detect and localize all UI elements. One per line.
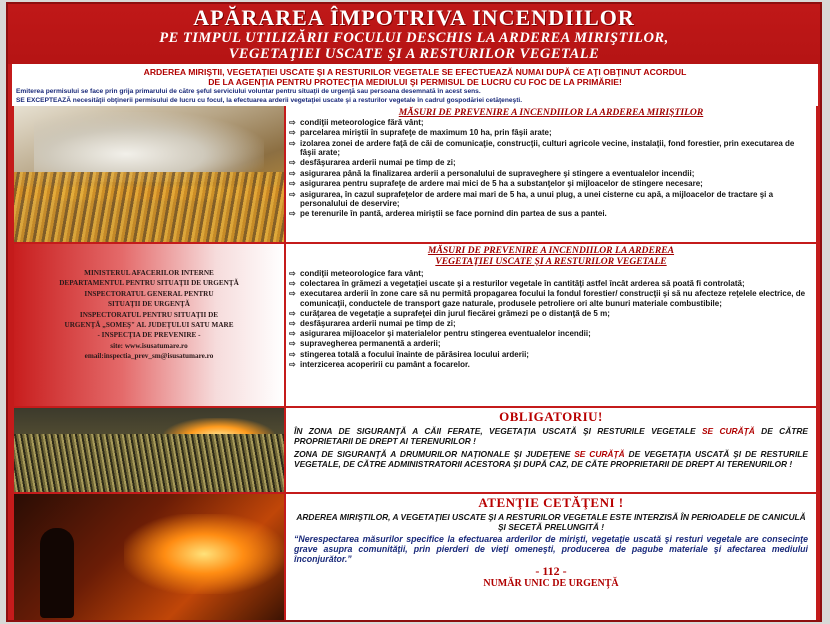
ministry-line: INSPECTORATUL PENTRU SITUAŢII DE	[79, 310, 219, 319]
fire-glow-graphic	[124, 514, 284, 594]
arrow-icon: ⇨	[289, 319, 296, 329]
emergency-number-label: NUMĂR UNIC DE URGENŢĂ	[483, 578, 619, 590]
intro-warning	[12, 64, 818, 87]
arrow-icon: ⇨	[289, 329, 296, 339]
firefighter-silhouette	[40, 528, 74, 618]
citizens-warning-quote: “Nerespectarea măsurilor specifice la efectuarea arderilor de mirişti, vegetaţie uscată şi resturi vegetale are consecinţe grave asupra comunităţii, prin pierderi de vieţi omeneşti, producerea de pagube materiale şi afectarea mediului înconjurător.”	[294, 534, 808, 565]
vegetation-measures-list	[286, 269, 816, 369]
list-item: ⇨ desfăşurarea arderii numai pe timp de zi;	[289, 158, 456, 168]
arrow-icon: ⇨	[289, 118, 296, 127]
arrow-icon: ⇨	[289, 308, 296, 318]
ministry-text	[14, 268, 284, 362]
ministry-email: email:inspectia_prev_sm@isusatumare.ro	[84, 352, 214, 361]
poster-header	[8, 4, 820, 64]
list-item: ⇨ asigurarea mijloacelor şi materialelor pentru stingerea eventualelor incendii;	[289, 329, 591, 339]
photo-field-burning	[14, 106, 284, 242]
ministry-line: SITUAŢII DE URGENŢĂ	[108, 300, 190, 309]
poster-subtitle-line-2: VEGETAŢIEI USCATE ŞI A RESTURILOR VEGETALE	[228, 46, 600, 62]
ministry-line: INSPECTORATUL GENERAL PENTRU	[84, 289, 214, 298]
mandatory-title: OBLIGATORIU!	[499, 409, 603, 424]
photo-firefighter	[14, 494, 284, 622]
citizens-warning-paragraph: ARDEREA MIRIŞTILOR, A VEGETAŢIEI USCATE ŞI A RESTURILOR VEGETALE ESTE INTERZISĂ ÎN PERIOADELE DE CANICULĂ ŞI SECETĂ PRELUNGITĂ !	[296, 512, 806, 532]
ministry-line: URGENŢĂ „SOMEŞ" AL JUDEŢULUI SATU MARE	[64, 321, 234, 330]
section-vegetation-title-line-2: VEGETAŢIEI USCATE ŞI A RESTURILOR VEGETALE	[435, 256, 667, 267]
ministry-line: MINISTERUL AFACERILOR INTERNE	[84, 269, 214, 277]
arrow-icon: ⇨	[289, 279, 296, 289]
list-item: ⇨ asigurarea până la finalizarea arderii a personalului de supraveghere şi stingere a eventualelor incendii;	[289, 168, 695, 178]
section-citizens-warning	[286, 494, 816, 620]
arrow-icon: ⇨	[289, 339, 296, 349]
list-item: ⇨ desfăşurarea arderii numai pe timp de zi;	[289, 319, 456, 329]
list-item: ⇨ supravegherea permanentă a arderii;	[289, 339, 441, 349]
photo-reeds-fire	[14, 408, 284, 492]
arrow-icon: ⇨	[289, 128, 296, 138]
emergency-number: - 112 -	[535, 564, 567, 579]
arrow-icon: ⇨	[289, 209, 296, 219]
arrow-icon: ⇨	[289, 359, 296, 369]
arrow-icon: ⇨	[289, 289, 296, 299]
intro-note-1: Emiterea permisului se face prin grija primarului de către şeful serviciului voluntar pentru situaţii de urgenţă sau persoana desemnată în acest sens.	[16, 88, 481, 95]
section-vegetation-title-line-1: MĂSURI DE PREVENIRE A INCENDIILOR LA ARDEREA	[427, 245, 675, 256]
list-item: ⇨ stingerea totală a focului înainte de părăsirea locului arderii;	[289, 349, 529, 359]
list-item: ⇨ curăţarea de vegetaţie a suprafeţei din jurul fiecărei grămezi pe o distanţă de 5 m;	[289, 308, 610, 318]
arrow-icon: ⇨	[289, 168, 296, 178]
list-item: ⇨ asigurarea pentru suprafeţe de ardere mai mici de 5 ha a substanţelor şi mijloacelor de stingere necesare;	[289, 179, 703, 189]
stubble-field-graphic	[14, 172, 284, 242]
intro-box	[12, 64, 818, 106]
list-item: ⇨ izolarea zonei de ardere faţă de căi de comunicaţie, construcţii, culturi agricole vecine, instalaţii, fond forestier, prin executarea de fâşii arate;	[289, 138, 795, 157]
list-item: ⇨ condiţii meteorologice fara vânt;	[289, 269, 424, 278]
list-item: ⇨ asigurarea, în cazul suprafeţelor de ardere mai mari de 5 ha, a unui plug, a unei cisterne cu apă, a mijloacelor de tractare şi a personalului de deservire;	[289, 189, 774, 208]
arrow-icon: ⇨	[289, 189, 296, 199]
list-item: ⇨ colectarea în grămezi a vegetaţiei uscate şi a resturilor vegetale în cantităţi astfel încât arderea să poată fi controlată;	[289, 279, 745, 289]
arrow-icon: ⇨	[289, 138, 296, 148]
arrow-icon: ⇨	[289, 158, 296, 168]
poster	[6, 2, 822, 622]
mandatory-roads-paragraph: ZONA DE SIGURANŢĂ A DRUMURILOR NAŢIONALE ŞI JUDEŢENE SE CURĂŢĂ DE VEGETAŢIA USCATĂ ŞI DE RESTURILE VEGETALE, DE CĂTRE ADMINISTRATORII ACESTORA ŞI DUPĂ CAZ, DE CĂTE PROPRIETARII DE DREPT AI TERENURILOR !	[294, 449, 808, 469]
ministry-site: site: www.isusatumare.ro	[110, 341, 188, 350]
reeds-graphic	[14, 434, 284, 492]
ministry-line: - INSPECŢIA DE PREVENIRE -	[97, 331, 201, 340]
poster-title: APĂRAREA ÎMPOTRIVA INCENDIILOR	[193, 5, 635, 30]
list-item: ⇨ interzicerea acoperirii cu pamânt a focarelor.	[289, 359, 470, 369]
intro-warning-line-1: ARDEREA MIRIŞTII, VEGETAŢIEI USCATE ŞI A RESTURILOR VEGETALE SE EFECTUEAZĂ NUMAI DUPĂ CE AŢI OBŢINUT ACORDUL	[143, 67, 687, 77]
mandatory-railway-paragraph: ÎN ZONA DE SIGURANŢĂ A CĂII FERATE, VEGETAŢIA USCATĂ ŞI RESTURILE VEGETALE SE CURĂŢĂ DE CĂTRE PROPRIETARII DE DREPT AI TERENURILOR !	[294, 426, 809, 446]
arrow-icon: ⇨	[289, 349, 296, 359]
section-vegetation-measures	[286, 244, 816, 406]
section-mandatory	[286, 408, 816, 492]
ministry-line: DEPARTAMENTUL PENTRU SITUAŢII DE URGENŢĂ	[59, 279, 239, 288]
section-stubble-measures	[286, 106, 816, 242]
ministry-block	[14, 244, 284, 406]
list-item: ⇨ pe terenurile în pantă, arderea miriştii se face pornind din partea de sus a pantei.	[289, 209, 607, 219]
intro-note-2: SE EXCEPTEAZĂ necesităţii obţinerii permisului de lucru cu focul, la efectuarea arderii vegetaţiei uscate şi a resturilor vegetale în cadrul gospodăriei cetăţeneşti.	[16, 97, 523, 104]
arrow-icon: ⇨	[289, 269, 296, 278]
poster-subtitle-line-1: PE TIMPUL UTILIZĂRII FOCULUI DESCHIS LA ARDEREA MIRIŞTILOR,	[159, 30, 669, 46]
stubble-measures-list	[286, 118, 816, 218]
arrow-icon: ⇨	[289, 179, 296, 189]
list-item: ⇨ executarea arderii în zone care să nu permită propagarea focului la fondul forestier/ construcţii şi să nu afecteze reţelele electrice, de comunicaţii, conductele de transport gaze naturale, produsele petroliere ori alte bunuri materiale combustibile;	[289, 289, 806, 308]
citizens-warning-title: ATENŢIE CETĂŢENI !	[478, 495, 624, 510]
intro-warning-line-2: DE LA AGENŢIA PENTRU PROTECŢIA MEDIULUI ŞI PERMISUL DE LUCRU CU FOC DE LA PRIMĂRIE!	[208, 77, 622, 87]
list-item: ⇨ condiţii meteorologice fără vânt;	[289, 118, 424, 127]
section-stubble-title: MĂSURI DE PREVENIRE A INCENDIILOR LA ARDEREA MIRIŞTILOR	[398, 107, 704, 118]
list-item: ⇨ parcelarea miriştii în suprafeţe de maximum 10 ha, prin fâşii arate;	[289, 128, 552, 138]
